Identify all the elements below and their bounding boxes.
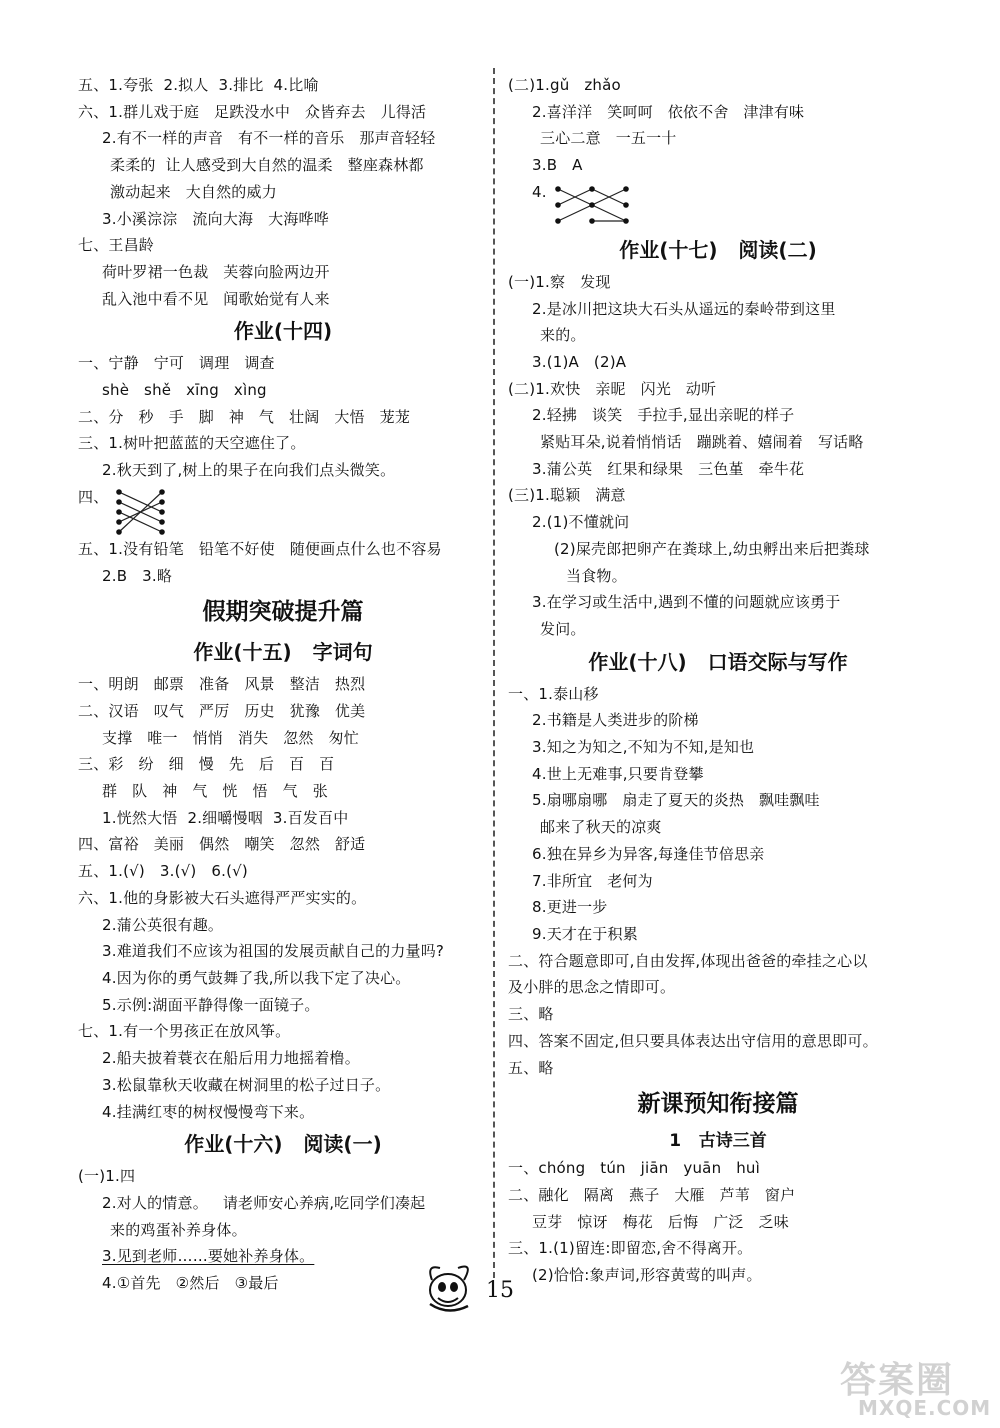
answer-line: 4.挂满红枣的树杈慢慢弯下来。	[102, 1102, 315, 1121]
answer-line: 5.示例:湖面平静得像一面镜子。	[102, 995, 320, 1014]
answer-line: 2.秋天到了,树上的果子在向我们点头微笑。	[102, 461, 396, 480]
answer-line: 来的。	[540, 326, 586, 345]
answer-line: 邮来了秋天的凉爽	[540, 818, 662, 837]
answer-line: 3.在学习或生活中,遇到不懂的问题就应该勇于	[532, 593, 841, 612]
answer-line: 3.知之为知之,不知为不知,是知也	[532, 738, 755, 757]
answer-line: 四、富裕 美丽 偶然 嘲笑 忽然 舒适	[78, 835, 366, 854]
answer-line: 4.因为你的勇气鼓舞了我,所以我下定了决心。	[102, 968, 411, 987]
answer-line: 7.非所宜 老何为	[532, 871, 653, 890]
section-title-hw14: 作业(十四)	[233, 319, 333, 344]
column-divider	[493, 68, 495, 1278]
matching-lines-diagram	[552, 183, 642, 231]
matching-row	[508, 179, 928, 231]
answer-line: 2.B 3.略	[102, 566, 173, 585]
answer-line: (一)1.察 发现	[508, 272, 611, 291]
answer-line: 3.(1)A (2)A	[532, 352, 627, 371]
answer-line: 6.独在异乡为异客,每逢佳节倍思亲	[532, 844, 765, 863]
answer-line: 紧贴耳朵,说着悄悄话 蹦跳着、嬉闹着 写话略	[540, 433, 864, 452]
answer-line: 五、略	[508, 1058, 554, 1077]
answer-line: 4.①首先 ②然后 ③最后	[102, 1274, 279, 1293]
part-title: 新课预知衔接篇	[637, 1091, 799, 1118]
answer-line: (2)恰恰:象声词,形容黄莺的叫声。	[532, 1266, 762, 1285]
answer-line: 3.难道我们不应该为祖国的发展贡献自己的力量吗?	[102, 942, 445, 961]
answer-line: 2.是冰川把这块大石头从遥远的秦岭带到这里	[532, 299, 836, 318]
answer-line: (2)屎壳郎把卵产在粪球上,幼虫孵出来后把粪球	[554, 539, 870, 558]
watermark	[830, 1352, 995, 1422]
answer-line: 5.扇哪扇哪 扇走了夏天的炎热 飘哇飘哇	[532, 791, 820, 810]
matching-label: 四、	[78, 487, 109, 506]
pinyin-line: 一、chóng tún jiān yuān huì	[508, 1159, 760, 1178]
answer-line: 发问。	[540, 619, 586, 638]
answer-line: 三、彩 纷 细 慢 先 后 百 百	[78, 755, 335, 774]
answer-line: 当食物。	[566, 566, 627, 585]
matching-lines-diagram	[114, 488, 184, 536]
answer-line: 一、明朗 邮票 准备 风景 整洁 热烈	[78, 675, 366, 694]
answer-line: 3.B A	[532, 156, 583, 175]
right-column	[508, 72, 928, 1289]
answer-line: 2.有不一样的声音 有不一样的音乐 那声音轻轻	[102, 129, 436, 148]
answer-line: 三心二意 一五一十	[540, 129, 677, 148]
section-title-hw18: 作业(十八) 口语交际与写作	[588, 649, 848, 674]
answer-line: 五、1.(√) 3.(√) 6.(√)	[78, 862, 248, 881]
answer-line: 三、1.(1)留连:即留恋,舍不得离开。	[508, 1239, 753, 1258]
answer-line: 8.更进一步	[532, 898, 608, 917]
answer-line: 激动起来 大自然的威力	[110, 182, 277, 201]
underlined-answer: 3.见到老师……要她补养身体。	[102, 1247, 315, 1266]
answer-line: 来的鸡蛋补养身体。	[110, 1220, 247, 1239]
answer-line: 3.蒲公英 红果和绿果 三色堇 牵牛花	[532, 459, 805, 478]
matching-label: 4.	[532, 182, 547, 201]
watermark-url: MXQE.COM	[858, 1396, 992, 1420]
answer-line: 二、分 秒 手 脚 神 气 壮阔 大悟 茏茏	[78, 407, 411, 426]
answer-line: 9.天才在于积累	[532, 924, 638, 943]
answer-line: 2.对人的情意。 请老师安心养病,吃同学们凑起	[102, 1193, 426, 1212]
answer-line: 3.小溪淙淙 流向大海 大海哗哗	[102, 209, 329, 228]
answer-line: 二、符合题意即可,自由发挥,体现出爸爸的牵挂之心以	[508, 951, 868, 970]
answer-line: (三)1.聪颖 满意	[508, 486, 626, 505]
answer-line: 1.恍然大悟 2.细嚼慢咽 3.百发百中	[102, 808, 349, 827]
answer-line: 2.船夫披着蓑衣在船后用力地摇着橹。	[102, 1049, 360, 1068]
page-number: 15	[486, 1278, 514, 1303]
answer-line: (二)1.欢快 亲昵 闪光 动听	[508, 379, 717, 398]
answer-line: 三、1.树叶把蓝蓝的天空遮住了。	[78, 434, 306, 453]
answer-line: 七、1.有一个男孩正在放风筝。	[78, 1022, 291, 1041]
answer-line: 群 队 神 气 恍 悟 气 张	[102, 782, 328, 801]
answer-line: 柔柔的 让人感受到大自然的温柔 整座森林都	[110, 156, 424, 175]
left-column	[78, 72, 488, 1297]
section-title-hw16: 作业(十六) 阅读(一)	[184, 1132, 382, 1157]
answer-line: 2.书籍是人类进步的阶梯	[532, 711, 699, 730]
pinyin-line: (二)1.gǔ zhǎo	[508, 76, 621, 94]
section-title-hw15: 作业(十五) 字词句	[193, 640, 373, 665]
answer-line: 2.轻拂 谈笑 手拉手,显出亲昵的样子	[532, 406, 795, 425]
answer-line: 五、1.没有铅笔 铅笔不好使 随便画点什么也不容易	[78, 539, 442, 558]
matching-row	[78, 484, 488, 536]
answer-line: 3.松鼠靠秋天收藏在树洞里的松子过日子。	[102, 1075, 391, 1094]
watermark-text: 答案圈	[840, 1360, 955, 1401]
answer-line: 2.蒲公英很有趣。	[102, 915, 224, 934]
answer-line: 五、1.夸张 2.拟人 3.排比 4.比喻	[78, 76, 319, 94]
answer-line: 三、略	[508, 1005, 554, 1024]
part-title: 假期突破提升篇	[202, 599, 364, 626]
answer-line: 4.世上无难事,只要肯登攀	[532, 764, 704, 783]
answer-line: 二、融化 隔离 燕子 大雁 芦苇 窗户	[508, 1185, 796, 1204]
answer-line: 六、1.他的身影被大石头遮得严严实实的。	[78, 888, 367, 907]
answer-line: (一)1.四	[78, 1167, 136, 1186]
answer-line: 支撑 唯一 悄悄 消失 忽然 匆忙	[102, 728, 359, 747]
poem-line: 荷叶罗裙一色裁 芙蓉向脸两边开	[102, 262, 330, 281]
answer-line: 四、答案不固定,但只要具体表达出守信用的意思即可。	[508, 1031, 878, 1050]
answer-line: 二、汉语 叹气 严厉 历史 犹豫 优美	[78, 701, 366, 720]
poem-line: 乱入池中看不见 闻歌始觉有人来	[102, 289, 330, 308]
answer-line: 豆芽 惊讶 梅花 后悔 广泛 乏味	[532, 1212, 789, 1231]
answer-line: 2.喜洋洋 笑呵呵 依依不舍 津津有味	[532, 102, 805, 121]
answer-line: 及小胖的思念之情即可。	[508, 978, 676, 997]
pinyin-line: shè shě xīng xìng	[102, 381, 267, 400]
answer-line: 七、王昌龄	[78, 236, 155, 255]
answer-line: 一、1.泰山移	[508, 684, 599, 703]
section-title-hw17: 作业(十七) 阅读(二)	[619, 237, 817, 262]
answer-line: 2.(1)不懂就问	[532, 513, 630, 532]
answer-line: 一、宁静 宁可 调理 调查	[78, 354, 275, 373]
answer-line: 六、1.群儿戏于庭 足跌没水中 众皆弃去 儿得活	[78, 102, 427, 121]
lesson-title: 1 古诗三首	[669, 1131, 767, 1152]
